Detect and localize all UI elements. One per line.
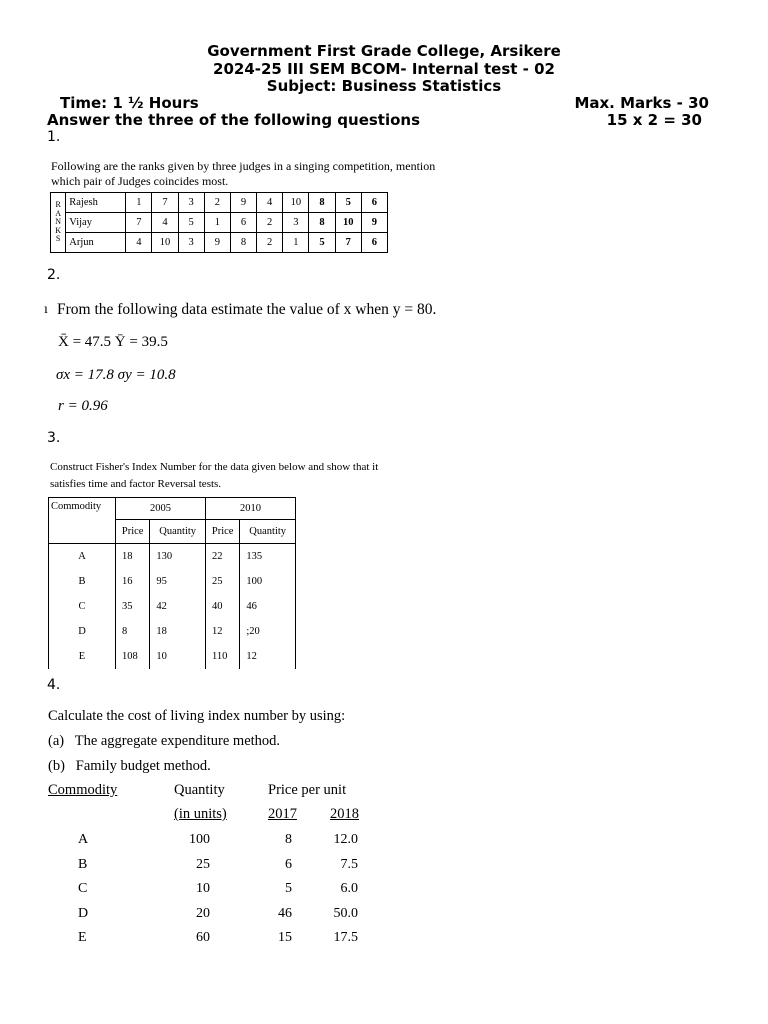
- q4-price-2017-cell: 8: [285, 832, 292, 847]
- fisher-value-cell: 25: [205, 569, 239, 594]
- rank-cell: 1: [126, 193, 152, 213]
- q3-text-line1: Construct Fisher's Index Number for the data given below and show that it: [50, 461, 379, 473]
- rank-cell: 1: [283, 233, 309, 253]
- fisher-value-cell: 35: [116, 594, 150, 619]
- rank-cell: 5: [178, 213, 204, 233]
- fisher-commodity-cell: A: [49, 544, 116, 570]
- fisher-value-cell: 130: [150, 544, 206, 570]
- fisher-value-cell: 40: [205, 594, 239, 619]
- fisher-value-cell: 16: [116, 569, 150, 594]
- q1-text: [51, 159, 435, 189]
- q4-price-2018-cell: 17.5: [333, 930, 358, 945]
- fisher-sub-price-2005: Price: [116, 520, 150, 544]
- rank-cell: 7: [126, 213, 152, 233]
- q4-commodity-cell: A: [78, 832, 89, 847]
- fisher-value-cell: 8: [116, 619, 150, 644]
- q4-col-commodity: Commodity: [48, 782, 118, 798]
- fisher-value-cell: 18: [150, 619, 206, 644]
- q4-quantity-cell: 10: [196, 881, 210, 896]
- q3-text: [50, 459, 378, 493]
- rank-cell: 10: [283, 193, 309, 213]
- question-number-2: 2.: [47, 267, 61, 283]
- fisher-value-cell: 10: [150, 644, 206, 669]
- q4-option-a: (a) The aggregate expenditure method.: [48, 733, 281, 749]
- q4-price-2018-cell: 12.0: [333, 832, 358, 847]
- judge-name: Vijay: [66, 213, 126, 233]
- rank-cell: 4: [126, 233, 152, 253]
- rank-cell: 7: [335, 233, 361, 253]
- rank-cell: 1: [204, 213, 230, 233]
- fisher-value-cell: 100: [240, 569, 296, 594]
- q4-commodity-cell: C: [78, 881, 88, 896]
- q2-margin-mark: ı: [44, 302, 48, 317]
- rank-cell: 9: [361, 213, 387, 233]
- rank-cell: 4: [152, 213, 178, 233]
- question-number-4: 4.: [47, 677, 61, 693]
- fisher-value-cell: 95: [150, 569, 206, 594]
- ranks-letter: R: [55, 200, 61, 210]
- rank-cell: 5: [309, 233, 335, 253]
- ranks-label: [51, 193, 66, 253]
- fisher-row: [49, 544, 296, 570]
- judge-name: Rajesh: [66, 193, 126, 213]
- q4-price-2018-cell: 50.0: [333, 905, 358, 921]
- q1-text-line2: which pair of Judges coincides most.: [51, 174, 229, 188]
- fisher-value-cell: 110: [205, 644, 239, 669]
- q4-year-2018: 2018: [330, 806, 359, 822]
- exam-title: 2024-25 III SEM BCOM- Internal test - 02: [213, 60, 555, 78]
- fisher-row: [49, 569, 296, 594]
- rank-row: [51, 193, 388, 213]
- college-name: Government First Grade College, Arsikere: [207, 42, 561, 60]
- rank-cell: 2: [257, 233, 283, 253]
- marks-scheme: 15 x 2 = 30: [606, 111, 702, 129]
- q4-commodity-cell: E: [78, 930, 87, 945]
- fisher-value-cell: 18: [116, 544, 150, 570]
- rank-cell: 2: [257, 213, 283, 233]
- rank-cell: 5: [335, 193, 361, 213]
- judge-name: Arjun: [66, 233, 126, 253]
- rank-cell: 3: [178, 233, 204, 253]
- fisher-table: [48, 497, 296, 669]
- fisher-value-cell: 12: [240, 644, 296, 669]
- q4-quantity-cell: 25: [196, 856, 210, 872]
- fisher-value-cell: ;20: [240, 619, 296, 644]
- rank-cell: 8: [309, 213, 335, 233]
- fisher-year-2010: 2010: [205, 498, 295, 520]
- question-number-3: 3.: [47, 430, 61, 446]
- rank-cell: 4: [257, 193, 283, 213]
- q4-quantity-cell: 60: [196, 930, 210, 945]
- fisher-row: [49, 644, 296, 669]
- q4-quantity-cell: 100: [189, 832, 210, 847]
- q4-question-text: Calculate the cost of living index number by using:: [48, 708, 346, 724]
- rank-cell: 6: [230, 213, 256, 233]
- rank-cell: 3: [283, 213, 309, 233]
- q4-year-2017: 2017: [268, 806, 297, 822]
- ranks-letter: S: [55, 234, 61, 244]
- q4-price-2017-cell: 6: [285, 856, 292, 872]
- fisher-row: [49, 594, 296, 619]
- q4-price-2017-cell: 15: [278, 930, 292, 945]
- rank-table: [50, 192, 388, 253]
- fisher-sub-price-2010: Price: [205, 520, 239, 544]
- rank-row: [51, 233, 388, 253]
- rank-cell: 8: [230, 233, 256, 253]
- question-number-1: 1.: [47, 129, 61, 145]
- q4-col-price: Price per unit: [268, 782, 347, 798]
- rank-cell: 7: [152, 193, 178, 213]
- fisher-commodity-cell: D: [49, 619, 116, 644]
- fisher-value-cell: 12: [205, 619, 239, 644]
- rank-cell: 6: [361, 233, 387, 253]
- max-marks: Max. Marks - 30: [574, 94, 709, 112]
- q2-correlation: r = 0.96: [58, 398, 108, 414]
- q4-option-b: (b) Family budget method.: [48, 758, 211, 774]
- q4-col-quantity: Quantity: [174, 782, 225, 798]
- q2-question-text: From the following data estimate the value of x when y = 80.: [57, 301, 437, 318]
- fisher-value-cell: 22: [205, 544, 239, 570]
- q4-price-2017-cell: 5: [285, 881, 292, 896]
- fisher-commodity-cell: E: [49, 644, 116, 669]
- ranks-letter: K: [55, 225, 62, 235]
- q4-quantity-cell: 20: [196, 905, 210, 921]
- fisher-value-cell: 135: [240, 544, 296, 570]
- q2-means: X̄ = 47.5 Ȳ = 39.5: [58, 334, 168, 350]
- fisher-sub-quantity-2010: Quantity: [240, 520, 296, 544]
- rank-cell: 10: [152, 233, 178, 253]
- fisher-year-2005: 2005: [116, 498, 206, 520]
- instruction: Answer the three of the following questions: [47, 111, 421, 129]
- subject-title: Subject: Business Statistics: [266, 77, 502, 95]
- fisher-value-cell: 108: [116, 644, 150, 669]
- fisher-commodity-cell: B: [49, 569, 116, 594]
- rank-cell: 9: [204, 233, 230, 253]
- q4-commodity-cell: D: [78, 905, 89, 921]
- fisher-commodity-cell: C: [49, 594, 116, 619]
- rank-cell: 6: [361, 193, 387, 213]
- q1-text-line1: Following are the ranks given by three judges in a singing competition, mention: [51, 159, 436, 173]
- q2-std-devs: σx = 17.8 σy = 10.8: [56, 367, 176, 383]
- q3-text-line2: satisfies time and factor Reversal tests.: [50, 478, 222, 490]
- fisher-value-cell: 42: [150, 594, 206, 619]
- ranks-letter: A: [55, 208, 62, 218]
- fisher-col-commodity: Commodity: [49, 498, 116, 544]
- fisher-row: [49, 619, 296, 644]
- rank-cell: 3: [178, 193, 204, 213]
- rank-cell: 10: [335, 213, 361, 233]
- q4-commodity-cell: B: [78, 856, 88, 872]
- q4-col-quantity-unit: (in units): [174, 806, 227, 822]
- ranks-letter: N: [55, 217, 62, 227]
- rank-cell: 8: [309, 193, 335, 213]
- rank-row: [51, 213, 388, 233]
- time-label: Time: 1 ½ Hours: [60, 94, 199, 112]
- rank-cell: 9: [230, 193, 256, 213]
- rank-cell: 2: [204, 193, 230, 213]
- q4-price-2018-cell: 6.0: [340, 881, 358, 896]
- fisher-value-cell: 46: [240, 594, 296, 619]
- fisher-sub-quantity-2005: Quantity: [150, 520, 206, 544]
- q4-price-2017-cell: 46: [278, 905, 292, 921]
- q4-price-2018-cell: 7.5: [340, 856, 358, 872]
